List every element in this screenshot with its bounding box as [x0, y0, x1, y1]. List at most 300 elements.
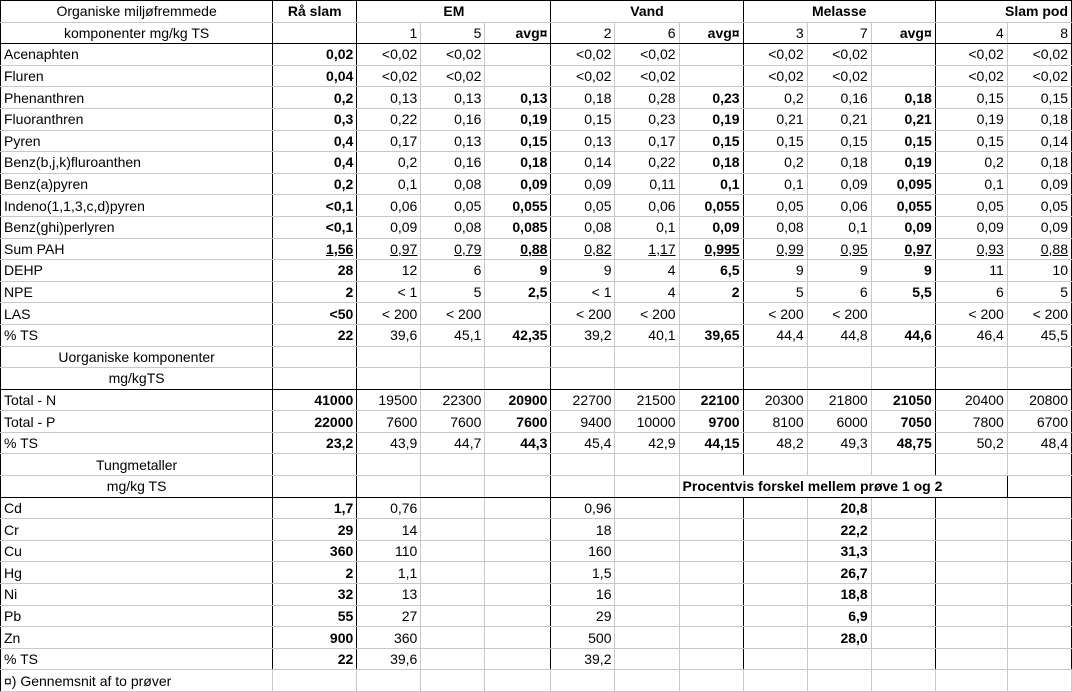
empty-cell[interactable]	[871, 627, 935, 649]
value-cell[interactable]: 44,8	[807, 324, 871, 346]
value-cell[interactable]: 4	[615, 281, 679, 303]
row-label[interactable]: Fluren	[1, 65, 273, 87]
empty-cell[interactable]	[1007, 540, 1071, 562]
empty-cell[interactable]	[551, 670, 615, 692]
value-cell[interactable]: 18	[551, 519, 615, 541]
empty-cell[interactable]	[1007, 519, 1071, 541]
value-cell[interactable]: 0,1	[615, 216, 679, 238]
value-cell[interactable]: 0,05	[421, 195, 485, 217]
empty-cell[interactable]	[485, 454, 551, 476]
value-cell[interactable]: 0,88	[485, 238, 551, 260]
value-cell[interactable]: 0,4	[273, 152, 357, 174]
empty-cell[interactable]	[679, 368, 743, 390]
value-cell[interactable]: 7600	[485, 411, 551, 433]
value-cell[interactable]: 9	[743, 260, 807, 282]
empty-cell[interactable]	[485, 346, 551, 368]
value-cell[interactable]: 0,2	[743, 87, 807, 109]
value-cell[interactable]: <0,02	[421, 65, 485, 87]
value-cell[interactable]: 0,09	[679, 216, 743, 238]
empty-cell[interactable]	[273, 346, 357, 368]
value-cell[interactable]: 0,16	[421, 108, 485, 130]
empty-cell[interactable]	[421, 648, 485, 670]
value-cell[interactable]: 0,88	[1007, 238, 1071, 260]
empty-cell[interactable]	[871, 670, 935, 692]
value-cell[interactable]: 0,095	[871, 173, 935, 195]
value-cell[interactable]: 0,055	[679, 195, 743, 217]
value-cell[interactable]: 22100	[679, 389, 743, 411]
row-label[interactable]: Phenanthren	[1, 87, 273, 109]
value-cell[interactable]: 45,4	[551, 432, 615, 454]
empty-cell[interactable]	[871, 562, 935, 584]
section-title[interactable]: mg/kg TS	[1, 476, 273, 498]
value-cell[interactable]: <0,1	[273, 195, 357, 217]
value-cell[interactable]: 110	[357, 540, 421, 562]
value-cell[interactable]: 0,05	[743, 195, 807, 217]
value-cell[interactable]: 0,19	[871, 152, 935, 174]
value-cell[interactable]: 0,04	[273, 65, 357, 87]
value-cell[interactable]: < 200	[421, 303, 485, 325]
empty-cell[interactable]	[273, 454, 357, 476]
value-cell[interactable]: 0,93	[935, 238, 1007, 260]
value-cell[interactable]: 14	[357, 519, 421, 541]
empty-cell[interactable]	[935, 346, 1007, 368]
section-title[interactable]: Tungmetaller	[1, 454, 273, 476]
value-cell[interactable]: < 200	[807, 303, 871, 325]
empty-cell[interactable]	[273, 368, 357, 390]
value-cell[interactable]: 44,7	[421, 432, 485, 454]
value-cell[interactable]: 39,2	[551, 324, 615, 346]
value-cell[interactable]: 0,96	[551, 497, 615, 519]
empty-cell[interactable]	[743, 540, 807, 562]
value-cell[interactable]: 0,13	[421, 87, 485, 109]
value-cell[interactable]: 6700	[1007, 411, 1071, 433]
value-cell[interactable]: 44,6	[871, 324, 935, 346]
value-cell[interactable]: 9	[871, 260, 935, 282]
value-cell[interactable]: 0,18	[871, 87, 935, 109]
empty-cell[interactable]	[615, 648, 679, 670]
value-cell[interactable]: 0,2	[935, 152, 1007, 174]
value-cell[interactable]: 500	[551, 627, 615, 649]
value-cell[interactable]: 0,2	[357, 152, 421, 174]
empty-cell[interactable]	[871, 584, 935, 606]
value-cell[interactable]: 1,17	[615, 238, 679, 260]
value-cell[interactable]: 44,4	[743, 324, 807, 346]
empty-cell[interactable]	[551, 346, 615, 368]
empty-cell[interactable]	[679, 497, 743, 519]
empty-cell[interactable]	[871, 519, 935, 541]
row-label[interactable]: Indeno(1,1,3,c,d)pyren	[1, 195, 273, 217]
empty-cell[interactable]	[935, 627, 1007, 649]
value-cell[interactable]: 0,085	[485, 216, 551, 238]
section-title[interactable]: mg/kgTS	[1, 368, 273, 390]
sample-header[interactable]: 3	[743, 22, 807, 44]
empty-cell[interactable]	[935, 584, 1007, 606]
row-label[interactable]: Cd	[1, 497, 273, 519]
empty-cell[interactable]	[743, 605, 807, 627]
value-cell[interactable]: 0,09	[1007, 216, 1071, 238]
value-cell[interactable]: 0,08	[421, 173, 485, 195]
value-cell[interactable]: 0,23	[615, 108, 679, 130]
value-cell[interactable]: 41000	[273, 389, 357, 411]
value-cell[interactable]: <0,02	[615, 44, 679, 66]
value-cell[interactable]: 0,13	[421, 130, 485, 152]
value-cell[interactable]: < 1	[357, 281, 421, 303]
value-cell[interactable]: 6	[421, 260, 485, 282]
value-cell[interactable]: 0,15	[485, 130, 551, 152]
value-cell[interactable]: 21500	[615, 389, 679, 411]
value-cell[interactable]: 0,18	[551, 87, 615, 109]
value-cell[interactable]: 48,4	[1007, 432, 1071, 454]
value-cell[interactable]: 0,08	[421, 216, 485, 238]
empty-cell[interactable]	[1007, 454, 1071, 476]
value-cell[interactable]	[485, 303, 551, 325]
value-cell[interactable]: 22,2	[807, 519, 871, 541]
value-cell[interactable]: 2	[679, 281, 743, 303]
empty-cell[interactable]	[935, 454, 1007, 476]
empty-cell[interactable]	[1007, 627, 1071, 649]
value-cell[interactable]: 0,22	[615, 152, 679, 174]
value-cell[interactable]: 1,56	[273, 238, 357, 260]
empty-cell[interactable]	[421, 562, 485, 584]
value-cell[interactable]: 43,9	[357, 432, 421, 454]
value-cell[interactable]: 45,1	[421, 324, 485, 346]
empty-cell[interactable]	[1007, 497, 1071, 519]
group-header-raw[interactable]: Rå slam	[273, 1, 357, 23]
empty-cell[interactable]	[485, 562, 551, 584]
empty-cell[interactable]	[679, 627, 743, 649]
value-cell[interactable]: < 200	[935, 303, 1007, 325]
value-cell[interactable]: 0,17	[615, 130, 679, 152]
sample-header[interactable]: 5	[421, 22, 485, 44]
empty-cell[interactable]	[615, 562, 679, 584]
title-line-2[interactable]: komponenter mg/kg TS	[1, 22, 273, 44]
empty-cell[interactable]	[743, 562, 807, 584]
value-cell[interactable]: 0,2	[273, 87, 357, 109]
value-cell[interactable]: 48,2	[743, 432, 807, 454]
empty-cell[interactable]	[871, 454, 935, 476]
empty-cell[interactable]	[421, 454, 485, 476]
value-cell[interactable]	[871, 303, 935, 325]
value-cell[interactable]: < 200	[551, 303, 615, 325]
empty-cell[interactable]	[615, 519, 679, 541]
empty-cell[interactable]	[743, 454, 807, 476]
value-cell[interactable]: 0,1	[807, 216, 871, 238]
value-cell[interactable]: 9	[551, 260, 615, 282]
value-cell[interactable]: 32	[273, 584, 357, 606]
value-cell[interactable]: 5,5	[871, 281, 935, 303]
row-label[interactable]: % TS	[1, 648, 273, 670]
value-cell[interactable]: 5	[743, 281, 807, 303]
row-label[interactable]: Pb	[1, 605, 273, 627]
value-cell[interactable]: 42,9	[615, 432, 679, 454]
empty-cell[interactable]	[421, 627, 485, 649]
value-cell[interactable]: 5	[1007, 281, 1071, 303]
sample-header[interactable]: 6	[615, 22, 679, 44]
value-cell[interactable]: 6,5	[679, 260, 743, 282]
empty-cell[interactable]	[1007, 476, 1071, 498]
empty-cell[interactable]	[807, 454, 871, 476]
empty-cell[interactable]	[421, 584, 485, 606]
value-cell[interactable]: < 200	[615, 303, 679, 325]
row-label[interactable]: DEHP	[1, 260, 273, 282]
value-cell[interactable]: 0,3	[273, 108, 357, 130]
value-cell[interactable]	[871, 44, 935, 66]
footnote[interactable]: ¤) Gennemsnit af to prøver	[1, 670, 273, 692]
sample-header[interactable]: avg¤	[679, 22, 743, 44]
empty-cell[interactable]	[421, 497, 485, 519]
row-label[interactable]: Total - P	[1, 411, 273, 433]
empty-cell[interactable]	[357, 670, 421, 692]
value-cell[interactable]: 12	[357, 260, 421, 282]
value-cell[interactable]: <0,02	[421, 44, 485, 66]
empty-cell[interactable]	[679, 605, 743, 627]
value-cell[interactable]: 0,15	[807, 130, 871, 152]
value-cell[interactable]: 39,65	[679, 324, 743, 346]
value-cell[interactable]: 0,055	[871, 195, 935, 217]
sample-header[interactable]: 2	[551, 22, 615, 44]
empty-cell[interactable]	[807, 346, 871, 368]
value-cell[interactable]: 26,7	[807, 562, 871, 584]
value-cell[interactable]: 0,18	[485, 152, 551, 174]
empty-cell[interactable]	[357, 476, 421, 498]
value-cell[interactable]: 13	[357, 584, 421, 606]
empty-cell[interactable]	[421, 670, 485, 692]
value-cell[interactable]: 0,15	[935, 130, 1007, 152]
value-cell[interactable]: < 1	[551, 281, 615, 303]
empty-cell[interactable]	[273, 670, 357, 692]
value-cell[interactable]: 0,16	[421, 152, 485, 174]
empty-cell[interactable]	[679, 454, 743, 476]
empty-cell[interactable]	[871, 368, 935, 390]
value-cell[interactable]: 39,2	[551, 648, 615, 670]
value-cell[interactable]: 46,4	[935, 324, 1007, 346]
value-cell[interactable]: 7600	[357, 411, 421, 433]
value-cell[interactable]: 39,6	[357, 324, 421, 346]
empty-cell[interactable]	[679, 670, 743, 692]
empty-cell[interactable]	[551, 476, 615, 498]
empty-cell[interactable]	[421, 540, 485, 562]
value-cell[interactable]: 0,15	[743, 130, 807, 152]
value-cell[interactable]: <0,02	[807, 65, 871, 87]
empty-cell[interactable]	[485, 519, 551, 541]
value-cell[interactable]: 9400	[551, 411, 615, 433]
value-cell[interactable]: 0,1	[743, 173, 807, 195]
value-cell[interactable]: 0,1	[357, 173, 421, 195]
empty-cell[interactable]	[871, 648, 935, 670]
value-cell[interactable]: 0,22	[357, 108, 421, 130]
value-cell[interactable]: 28	[273, 260, 357, 282]
empty-cell[interactable]	[935, 605, 1007, 627]
value-cell[interactable]: 0,05	[935, 195, 1007, 217]
empty-cell[interactable]	[679, 584, 743, 606]
value-cell[interactable]: 8100	[743, 411, 807, 433]
row-label[interactable]: Benz(b,j,k)fluroanthen	[1, 152, 273, 174]
value-cell[interactable]: 27	[357, 605, 421, 627]
empty-cell[interactable]	[1007, 584, 1071, 606]
sample-header[interactable]: 8	[1007, 22, 1071, 44]
value-cell[interactable]: 0,18	[1007, 108, 1071, 130]
empty-cell[interactable]	[615, 346, 679, 368]
value-cell[interactable]: 0,995	[679, 238, 743, 260]
row-label[interactable]: Cr	[1, 519, 273, 541]
group-header-slam-pod[interactable]: Slam pod	[935, 1, 1071, 23]
empty-cell[interactable]	[273, 476, 357, 498]
row-label[interactable]: Total - N	[1, 389, 273, 411]
row-label[interactable]: % TS	[1, 324, 273, 346]
value-cell[interactable]: 18,8	[807, 584, 871, 606]
empty-cell[interactable]	[615, 627, 679, 649]
value-cell[interactable]: 0,09	[357, 216, 421, 238]
value-cell[interactable]: <0,02	[1007, 65, 1071, 87]
value-cell[interactable]: 7600	[421, 411, 485, 433]
empty-cell[interactable]	[1007, 368, 1071, 390]
row-label[interactable]: Hg	[1, 562, 273, 584]
empty-cell[interactable]	[421, 346, 485, 368]
row-label[interactable]: Pyren	[1, 130, 273, 152]
value-cell[interactable]: 0,21	[807, 108, 871, 130]
value-cell[interactable]: 0,19	[679, 108, 743, 130]
value-cell[interactable]: 0,15	[871, 130, 935, 152]
value-cell[interactable]: 5	[421, 281, 485, 303]
empty-cell[interactable]	[615, 454, 679, 476]
empty-cell[interactable]	[615, 497, 679, 519]
value-cell[interactable]: 0,17	[357, 130, 421, 152]
empty-cell[interactable]	[485, 540, 551, 562]
empty-cell[interactable]	[615, 540, 679, 562]
value-cell[interactable]: 160	[551, 540, 615, 562]
empty-cell[interactable]	[421, 519, 485, 541]
value-cell[interactable]: <0,02	[743, 44, 807, 66]
value-cell[interactable]: 29	[551, 605, 615, 627]
empty-cell[interactable]	[485, 476, 551, 498]
value-cell[interactable]: < 200	[1007, 303, 1071, 325]
value-cell[interactable]: 45,5	[1007, 324, 1071, 346]
value-cell[interactable]: 0,28	[615, 87, 679, 109]
value-cell[interactable]: 0,02	[273, 44, 357, 66]
value-cell[interactable]	[679, 303, 743, 325]
empty-cell[interactable]	[679, 648, 743, 670]
title-line-1[interactable]: Organiske miljøfremmede	[1, 1, 273, 23]
value-cell[interactable]: 10	[1007, 260, 1071, 282]
value-cell[interactable]: 0,13	[551, 130, 615, 152]
empty-cell[interactable]	[743, 627, 807, 649]
value-cell[interactable]: 0,09	[871, 216, 935, 238]
empty-cell[interactable]	[743, 670, 807, 692]
empty-cell[interactable]	[1007, 670, 1071, 692]
value-cell[interactable]: 20400	[935, 389, 1007, 411]
value-cell[interactable]: 20900	[485, 389, 551, 411]
value-cell[interactable]: 9	[485, 260, 551, 282]
row-label[interactable]: Acenaphten	[1, 44, 273, 66]
value-cell[interactable]: 6,9	[807, 605, 871, 627]
empty-cell[interactable]	[615, 605, 679, 627]
value-cell[interactable]	[807, 648, 871, 670]
row-label[interactable]: Benz(a)pyren	[1, 173, 273, 195]
value-cell[interactable]: 22300	[421, 389, 485, 411]
value-cell[interactable]: 0,09	[551, 173, 615, 195]
value-cell[interactable]: 0,06	[357, 195, 421, 217]
value-cell[interactable]: 31,3	[807, 540, 871, 562]
value-cell[interactable]: 1,7	[273, 497, 357, 519]
empty-cell[interactable]	[615, 476, 679, 498]
value-cell[interactable]: 2	[273, 281, 357, 303]
empty-cell[interactable]	[551, 454, 615, 476]
empty-cell[interactable]	[871, 540, 935, 562]
row-label[interactable]: Ni	[1, 584, 273, 606]
empty-cell[interactable]	[935, 519, 1007, 541]
value-cell[interactable]: 22	[273, 324, 357, 346]
row-label[interactable]: LAS	[1, 303, 273, 325]
value-cell[interactable]: 20,8	[807, 497, 871, 519]
value-cell[interactable]: 0,15	[1007, 87, 1071, 109]
empty-cell[interactable]	[743, 584, 807, 606]
empty-cell[interactable]	[485, 670, 551, 692]
value-cell[interactable]: 0,06	[807, 195, 871, 217]
value-cell[interactable]	[679, 44, 743, 66]
value-cell[interactable]: 0,15	[551, 108, 615, 130]
value-cell[interactable]: 9	[807, 260, 871, 282]
value-cell[interactable]: 0,14	[551, 152, 615, 174]
empty-cell[interactable]	[743, 648, 807, 670]
value-cell[interactable]: 1,5	[551, 562, 615, 584]
empty-cell[interactable]	[485, 627, 551, 649]
value-cell[interactable]: 50,2	[935, 432, 1007, 454]
value-cell[interactable]: 0,21	[871, 108, 935, 130]
value-cell[interactable]: 6	[935, 281, 1007, 303]
group-header-melasse[interactable]: Melasse	[743, 1, 935, 23]
empty-cell[interactable]	[1007, 648, 1071, 670]
value-cell[interactable]: 0,14	[1007, 130, 1071, 152]
value-cell[interactable]: 20300	[743, 389, 807, 411]
empty-cell[interactable]	[679, 519, 743, 541]
row-label[interactable]: NPE	[1, 281, 273, 303]
value-cell[interactable]: 7050	[871, 411, 935, 433]
empty-cell[interactable]	[615, 584, 679, 606]
value-cell[interactable]: 0,95	[807, 238, 871, 260]
sample-header[interactable]: 7	[807, 22, 871, 44]
empty-cell[interactable]	[357, 454, 421, 476]
section-title[interactable]: Uorganiske komponenter	[1, 346, 273, 368]
value-cell[interactable]: <0,02	[357, 65, 421, 87]
value-cell[interactable]: 0,4	[273, 130, 357, 152]
empty-cell[interactable]	[935, 562, 1007, 584]
value-cell[interactable]: 28,0	[807, 627, 871, 649]
empty-cell[interactable]	[743, 368, 807, 390]
value-cell[interactable]: 23,2	[273, 432, 357, 454]
value-cell[interactable]: 2	[273, 562, 357, 584]
empty-cell[interactable]	[743, 497, 807, 519]
value-cell[interactable]: 1,1	[357, 562, 421, 584]
value-cell[interactable]: 0,1	[679, 173, 743, 195]
sample-header[interactable]: avg¤	[485, 22, 551, 44]
value-cell[interactable]: 20800	[1007, 389, 1071, 411]
value-cell[interactable]: <0,02	[615, 65, 679, 87]
value-cell[interactable]: 0,79	[421, 238, 485, 260]
value-cell[interactable]	[485, 65, 551, 87]
value-cell[interactable]: 22700	[551, 389, 615, 411]
empty-cell[interactable]	[615, 368, 679, 390]
value-cell[interactable]: 0,09	[807, 173, 871, 195]
value-cell[interactable]: 0,18	[679, 152, 743, 174]
row-label[interactable]: Benz(ghi)perlyren	[1, 216, 273, 238]
value-cell[interactable]: 10000	[615, 411, 679, 433]
value-cell[interactable]: 0,08	[551, 216, 615, 238]
value-cell[interactable]: <0,02	[551, 65, 615, 87]
value-cell[interactable]: <0,1	[273, 216, 357, 238]
sample-header[interactable]: 4	[935, 22, 1007, 44]
empty-cell[interactable]	[485, 605, 551, 627]
value-cell[interactable]: 0,23	[679, 87, 743, 109]
